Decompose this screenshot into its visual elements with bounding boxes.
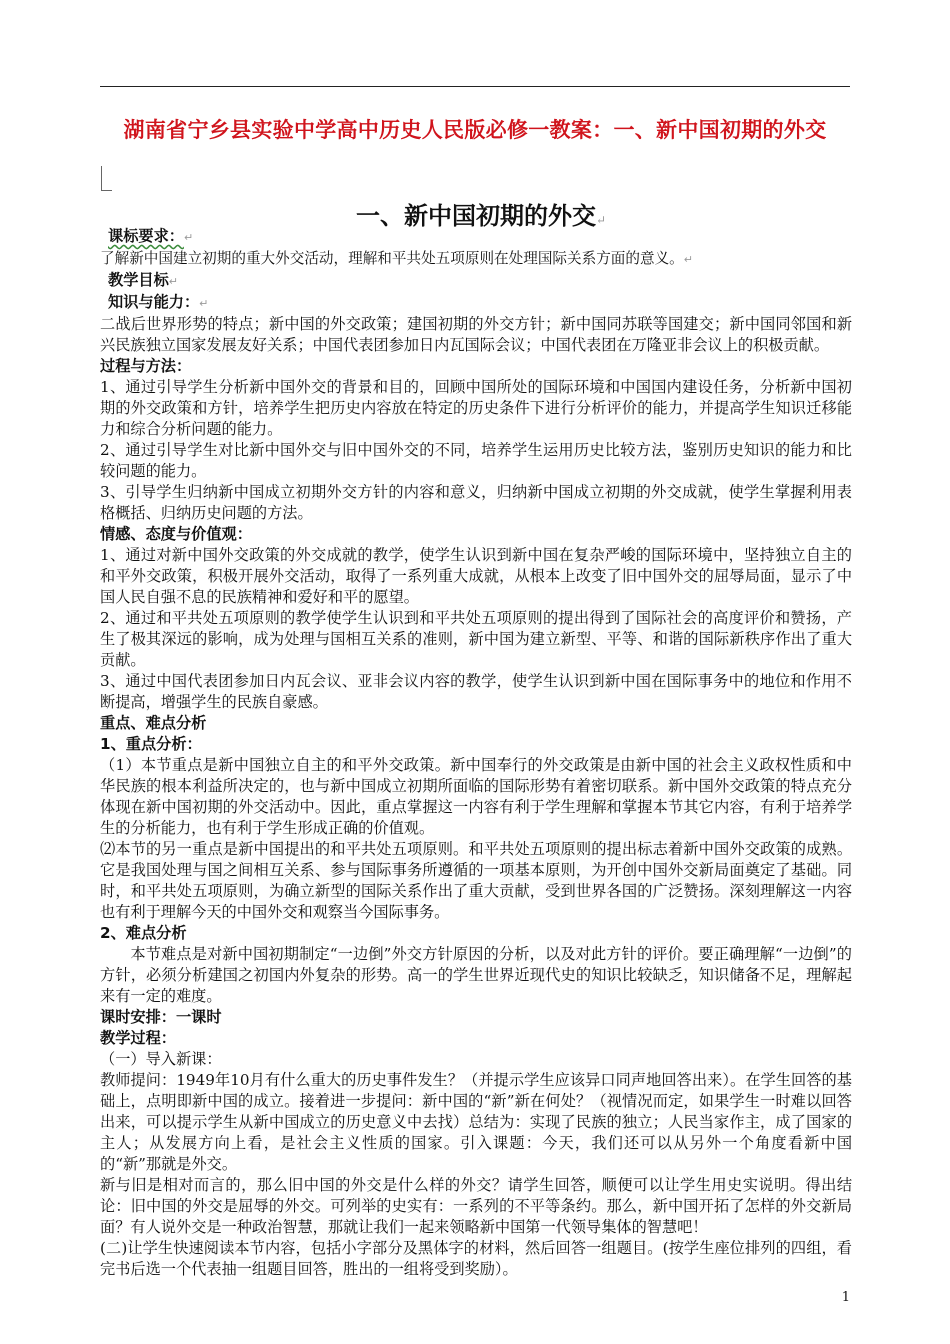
page-number: 1 (841, 1290, 850, 1305)
emotion-item-1: 1、通过对新中国外交政策的外交成就的教学，使学生认识到新中国在复杂严峻的国际环境中，坚持独立自主的和平外交政策，积极开展外交活动，取得了一系列重大成就，从根本上改变了旧中国外交的屈辱局面，显示了中国人民自强不息的民族精神和爱好和平的愿望。 (100, 546, 852, 606)
process-paragraph-1: 教师提问：1949年10月有什么重大的历史事件发生？（并提示学生应该异口同声地回答出来）。在学生回答的基础上，点明即新中国的成立。接着进一步提问：新中国的“新”新在何处？（视情况而定，如果学生一时难以回答出来，可以提示学生从新中国成立的历史意义中去找）总结为：实现了民族的独立；人民当家作主，成了国家的主人；从发展方向上看，是社会主义性质的国家。引入课题：今天，我们还可以从另外一个角度看新中国的“新”那就是外交。 (100, 1071, 852, 1173)
knowledge-heading (100, 292, 852, 314)
intro-heading: （一）导入新课： (100, 1050, 222, 1068)
header-rule (100, 86, 850, 87)
difficulty-text: 本节难点是对新中国初期制定“一边倒”外交方针原因的分析，以及对此方针的评价。要正确理解“一边倒”的方针，必须分析建国之初国内外复杂的形势。高一的学生世界近现代史的知识比较缺乏，知识储备不足，理解起来有一定的难度。 (100, 945, 852, 1005)
standards-heading (100, 226, 852, 248)
paragraph-mark: ↵ (168, 275, 178, 288)
knowledge-heading-text: 知识与能力： (108, 293, 200, 311)
schedule-label: 课时安排：一课时 (100, 1008, 222, 1026)
focus-item-1: （1）本节重点是新中国独立自主的和平外交政策。新中国奉行的外交政策是由新中国的社会主义政权性质和中华民族的根本利益所决定的，也与新中国成立初期所面临的国际形势有着密切联系。新中国外交政策的特点充分体现在新中国初期的外交活动中。因此，重点掌握这一内容有利于学生理解和掌握本节其它内容，有利于培养学生的分析能力，也有利于学生形成正确的价值观。 (100, 756, 852, 837)
standards-heading-text: 课标要求： (108, 227, 184, 245)
paragraph-mark: ↵ (683, 253, 693, 266)
text-cursor-marker (101, 166, 112, 191)
standards-text (100, 248, 852, 270)
goals-heading (100, 270, 852, 292)
process-item-2: 2、通过引导学生对比新中国外交与旧中国外交的不同，培养学生运用历史比较方法，鉴别历史知识的能力和比较问题的能力。 (100, 441, 852, 480)
process-paragraph-2: 新与旧是相对而言的，那么旧中国的外交是什么样的外交？请学生回答，顺便可以让学生用史实说明。得出结论：旧中国的外交是屈辱的外交。可列举的史实有：一系列的不平等条约。那么，新中国开拓了怎样的外交新局面？有人说外交是一种政治智慧，那就让我们一起来领略新中国第一代领导集体的智慧吧！ (100, 1176, 852, 1236)
focus-item-2: ⑵本节的另一重点是新中国提出的和平共处五项原则。和平共处五项原则的提出标志着新中国外交政策的成熟。它是我国处理与国之间相互关系、参与国际事务所遵循的一项基本原则，为开创中国外交新局面奠定了基础。同时，和平共处五项原则，为确立新型的国际关系作出了重大贡献，受到世界各国的广泛赞扬。深刻理解这一内容也有利于理解今天的中国外交和观察当今国际事务。 (100, 840, 852, 921)
knowledge-text: 二战后世界形势的特点；新中国的外交政策；建国初期的外交方针；新中国同苏联等国建交；新中国同邻国和新兴民族独立国家发展友好关系；中国代表团参加日内瓦国际会议；中国代表团在万隆亚非会议上的积极贡献。 (100, 315, 852, 354)
emotion-item-2: 2、通过和平共处五项原则的教学使学生认识到和平共处五项原则的提出得到了国际社会的高度评价和赞扬，产生了极其深远的影响，成为处理与国相互关系的准则，新中国为建立新型、平等、和谐的国际新秩序作出了重大贡献。 (100, 609, 852, 669)
paragraph-mark: ↵ (183, 231, 194, 244)
keypoints-heading: 重点、难点分析 (100, 714, 207, 732)
goals-heading-text: 教学目标 (108, 271, 169, 289)
process-item-3: 3、引导学生归纳新中国成立初期外交方针的内容和意义，归纳新中国成立初期的外交成就，使学生掌握利用表格概括、归纳历史问题的方法。 (100, 483, 852, 522)
emotion-heading: 情感、态度与价值观： (100, 525, 252, 543)
paragraph-mark: ↵ (596, 213, 607, 227)
document-body (100, 226, 852, 1280)
section-title-text: 一、新中国初期的外交 (356, 201, 596, 230)
standards-text-content: 了解新中国建立初期的重大外交活动，理解和平共处五项原则在处理国际关系方面的意义。 (100, 250, 684, 267)
teaching-process-heading: 教学过程： (100, 1029, 176, 1047)
difficulty-heading: 2、难点分析 (100, 924, 187, 942)
process-item-1: 1、通过引导学生分析新中国外交的背景和目的，回顾中国所处的国际环境和中国国内建设任务，分析新中国初期的外交政策和方针，培养学生把历史内容放在特定的历史条件下进行分析评价的能力，并提高学生知识迁移能力和综合分析问题的能力。 (100, 378, 852, 438)
emotion-item-3: 3、通过中国代表团参加日内瓦会议、亚非会议内容的教学，使学生认识到新中国在国际事务中的地位和作用不断提高，增强学生的民族自豪感。 (100, 672, 852, 711)
document-title: 湖南省宁乡县实验中学高中历史人民版必修一教案：一、新中国初期的外交 (123, 118, 827, 142)
focus-heading: 1、重点分析： (100, 735, 202, 753)
process-method-heading: 过程与方法： (100, 357, 192, 375)
process-paragraph-3: (二)让学生快速阅读本节内容，包括小字部分及黑体字的材料，然后回答一组题目。(按学生座位排列的四组，看完书后选一个代表抽一组题目回答，胜出的一组将受到奖励）。 (100, 1239, 852, 1278)
paragraph-mark: ↵ (199, 297, 209, 310)
